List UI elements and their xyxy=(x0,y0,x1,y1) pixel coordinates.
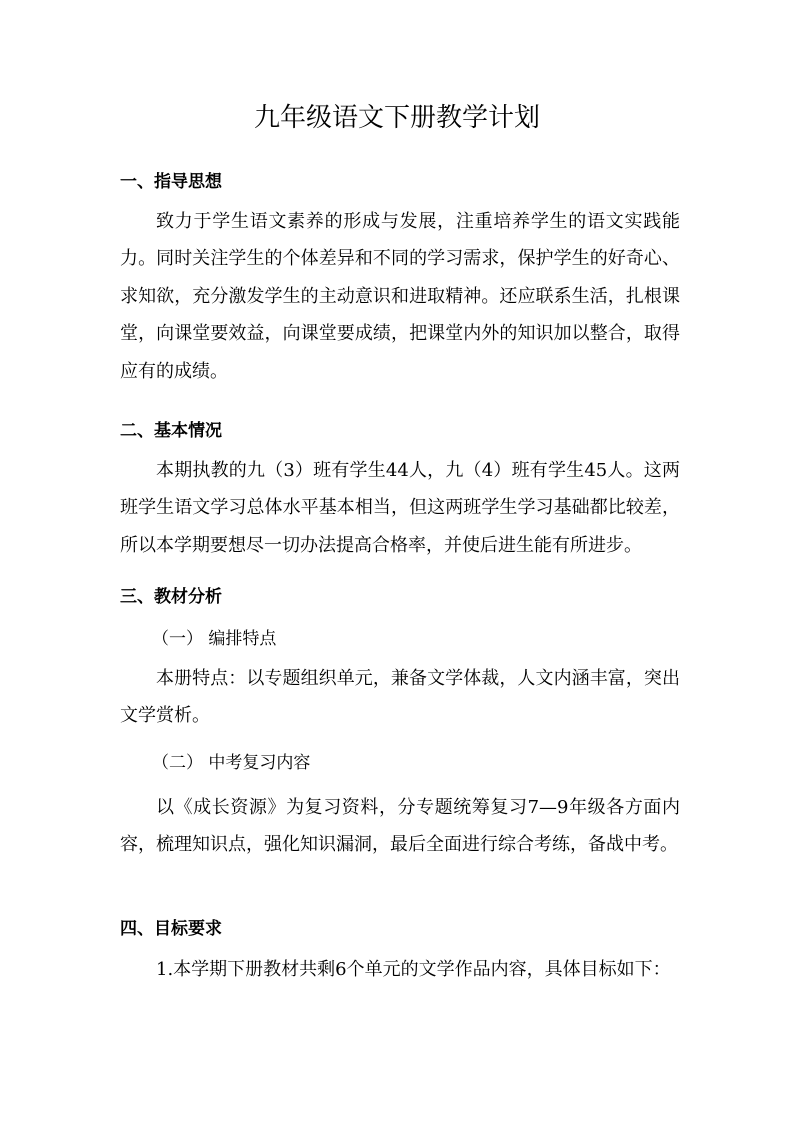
section-heading-guiding-ideology: 一、指导思想 xyxy=(120,172,222,192)
subheading-exam-review: （二） 中考复习内容 xyxy=(152,753,311,773)
subheading-layout-features: （一） 编排特点 xyxy=(152,629,277,649)
section-heading-basic-situation: 二、基本情况 xyxy=(120,421,222,441)
section-heading-textbook-analysis: 三、教材分析 xyxy=(120,587,222,607)
paragraph-goals: 1.本学期下册教材共剩6个单元的文学作品内容，具体目标如下： xyxy=(156,959,671,980)
document-title: 九年级语文下册教学计划 xyxy=(253,103,540,133)
paragraph-exam-review: 以《成长资源》为复习资料，分专题统筹复习7—9年级各方面内容，梳理知识点，强化知识漏洞，最后全面进行综合考练，备战中考。 xyxy=(120,797,680,856)
paragraph-layout-features: 本册特点：以专题组织单元，兼备文学体裁，人文内涵丰富，突出文学赏析。 xyxy=(120,668,680,727)
paragraph-guiding-ideology: 致力于学生语文素养的形成与发展，注重培养学生的语文实践能力。同时关注学生的个体差异和不同的学习需求，保护学生的好奇心、求知欲，充分激发学生的主动意识和进取精神。还应联系生活，扎根课堂，向课堂要效益，向课堂要成绩，把课堂内外的知识加以整合，取得应有的成绩。 xyxy=(120,211,680,382)
paragraph-basic-situation: 本期执教的九（3）班有学生44人，九（4）班有学生45人。这两班学生语文学习总体水平基本相当，但这两班学生学习基础都比较差，所以本学期要想尽一切办法提高合格率，并使后进生能有所进步。 xyxy=(120,460,680,556)
section-heading-goals: 四、目标要求 xyxy=(120,919,222,939)
